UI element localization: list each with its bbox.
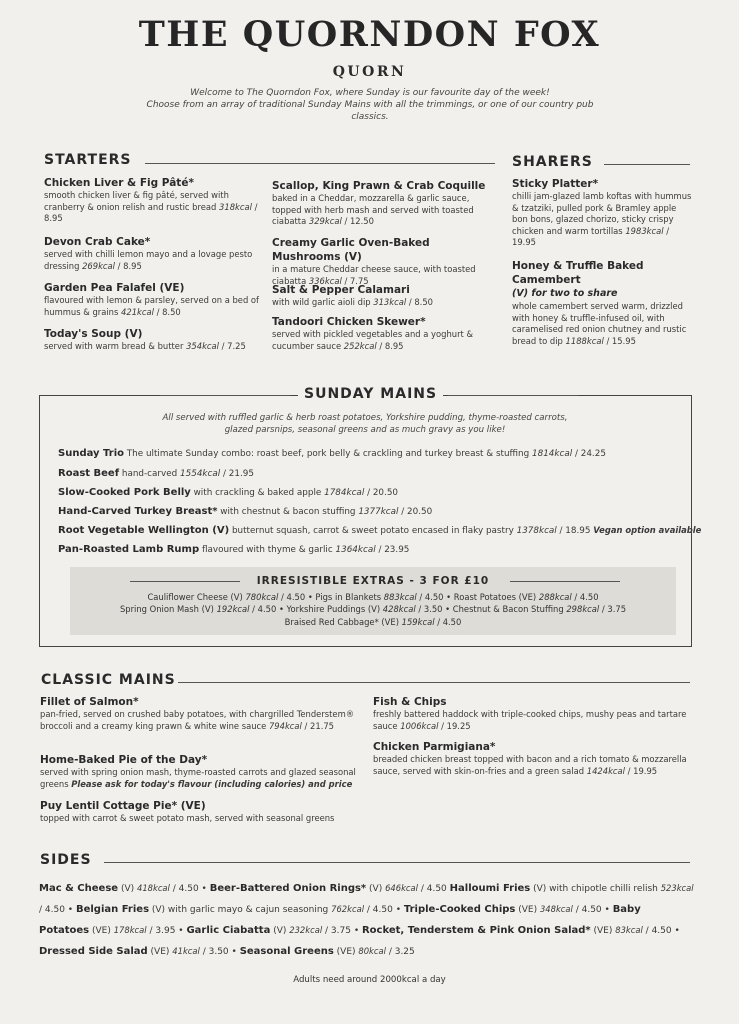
extras-heading: IRRESISTIBLE EXTRAS - 3 FOR £10 (256, 575, 490, 587)
menu-item: Sticky Platter* chilli jam-glazed lamb koftas with hummus & tzatziki, pulled pork & Bramley apple bon bons, glazed chorizo, sticky crispy chicken and warm tortillas 1983kcal / 19.95 (512, 178, 692, 248)
sunday-main-item: Root Vegetable Wellington (V) butternut squash, carrot & sweet potato encased in flaky pastry 1378kcal / 18.95 Vegan option available (58, 525, 702, 536)
menu-item: Creamy Garlic Oven-Baked Mushrooms (V) in a mature Cheddar cheese sauce, with toasted ciabatta 336kcal / 7.75 (272, 237, 476, 286)
menu-item: Scallop, King Prawn & Crab Coquille baked in a Cheddar, mozzarella & garlic sauce, topped with herb mash and served with toasted ciabatta 329kcal / 12.50 (272, 180, 486, 227)
menu-item: Tandoori Chicken Skewer* served with pickled vegetables and a yoghurt & cucumber sauce 252kcal / 8.95 (272, 316, 473, 351)
menu-item: Garden Pea Falafel (VE) flavoured with lemon & parsley, served on a bed of hummus & grains 421kcal / 8.50 (44, 282, 260, 317)
menu-item: Fillet of Salmon* pan-fried, served on crushed baby potatoes, with chargrilled Tenderstem® broccoli and a creamy king prawn & white wine sauce 794kcal / 21.75 (40, 696, 355, 731)
sides-list: Mac & Cheese (V) 418kcal / 4.50 • Beer-Battered Onion Rings* (V) 646kcal / 4.50 Halloumi Fries (V) with chipotle chilli relish 523kcal / 4.50 • Belgian Fries (V) with garlic mayo & cajun seasoning 762kcal / 4.50 • Triple-Cooked Chips (VE) 348kcal / 4.50 • Baby Potatoes (VE) 178kcal / 3.95 • Garlic Ciabatta (V) 232kcal / 3.75 • Rocket, Tenderstem & Pink Onion Salad* (VE) 83kcal / 4.50 • Dressed Side Salad (VE) 41kcal / 3.50 • Seasonal Greens (VE) 80kcal / 3.25 (39, 883, 694, 957)
extras-line: Cauliflower Cheese (V) 780kcal / 4.50 • Pigs in Blankets 883kcal / 4.50 • Roast Potatoes (VE) 288kcal / 4.50 (147, 592, 599, 602)
starters-heading: STARTERS (44, 152, 132, 168)
classic-mains-rule (178, 682, 690, 683)
classic-mains-heading: CLASSIC MAINS (41, 672, 176, 688)
menu-item: Honey & Truffle Baked Camembert (V) for two to share whole camembert served warm, drizzled with honey & truffle-infused oil, with caramelised red onion chutney and rustic bread to dip 1188kcal / 15.95 (512, 260, 687, 346)
extras-line: Spring Onion Mash (V) 192kcal / 4.50 • Yorkshire Puddings (V) 428kcal / 3.50 • Chestnut & Bacon Stuffing 298kcal / 3.75 (119, 604, 627, 614)
calorie-footer: Adults need around 2000kcal a day (293, 975, 446, 985)
extras-rule-right (510, 581, 620, 582)
sunday-main-item: Hand-Carved Turkey Breast* with chestnut & bacon stuffing 1377kcal / 20.50 (58, 506, 433, 517)
starters-rule (145, 163, 495, 164)
menu-item: Salt & Pepper Calamari with wild garlic aioli dip 313kcal / 8.50 (272, 284, 433, 307)
sides-heading: SIDES (40, 852, 92, 868)
sunday-mains-intro: All served with ruffled garlic & herb roast potatoes, Yorkshire pudding, thyme-roasted carrots, glazed parsnips, seasonal greens and as much gravy as you like! (162, 413, 568, 435)
menu-item: Today's Soup (V) served with warm bread & butter 354kcal / 7.25 (44, 328, 246, 351)
menu-item: Fish & Chips freshly battered haddock with triple-cooked chips, mushy peas and tartare sauce 1006kcal / 19.25 (373, 696, 687, 731)
sunday-main-item: Roast Beef hand-carved 1554kcal / 21.95 (58, 468, 254, 479)
sunday-mains-heading: SUNDAY MAINS (298, 386, 443, 402)
menu-item: Chicken Liver & Fig Pâté* smooth chicken liver & fig pâté, served with cranberry & onion relish and rustic bread 318kcal / 8.95 (44, 177, 258, 224)
restaurant-title: THE QUORNDON FOX (138, 14, 601, 55)
sunday-mains-rule-right (448, 395, 578, 396)
extras-panel (70, 567, 676, 635)
sunday-main-item: Sunday Trio The ultimate Sunday combo: roast beef, pork belly & crackling and turkey breast & stuffing 1814kcal / 24.25 (58, 448, 606, 459)
sharers-heading: SHARERS (512, 154, 593, 170)
menu-item: Puy Lentil Cottage Pie* (VE) topped with carrot & sweet potato mash, served with seasonal greens (40, 800, 335, 823)
menu-item: Chicken Parmigiana* breaded chicken breast topped with bacon and a rich tomato & mozzarella sauce, served with skin-on-fries and a green salad 1424kcal / 19.95 (373, 741, 687, 776)
extras-line: Braised Red Cabbage* (VE) 159kcal / 4.50 (284, 617, 462, 627)
intro-text: Welcome to The Quorndon Fox, where Sunday is our favourite day of the week! Choose from an array of traditional Sunday Mains with all the trimmings, or one of our country pub classics. (146, 88, 594, 122)
sunday-main-item: Pan-Roasted Lamb Rump flavoured with thyme & garlic 1364kcal / 23.95 (58, 544, 410, 555)
menu-item: Devon Crab Cake* served with chilli lemon mayo and a lovage pesto dressing 269kcal / 8.95 (44, 236, 253, 271)
sunday-mains-rule-left (160, 395, 290, 396)
menu-item: Home-Baked Pie of the Day* served with spring onion mash, thyme-roasted carrots and glazed seasonal greens Please ask for today's flavour (including calories) and price (40, 754, 356, 789)
sunday-main-item: Slow-Cooked Pork Belly with crackling & baked apple 1784kcal / 20.50 (58, 487, 399, 498)
sharers-rule (604, 164, 690, 165)
location-subtitle: QUORN (332, 64, 407, 80)
sides-rule (104, 862, 690, 863)
